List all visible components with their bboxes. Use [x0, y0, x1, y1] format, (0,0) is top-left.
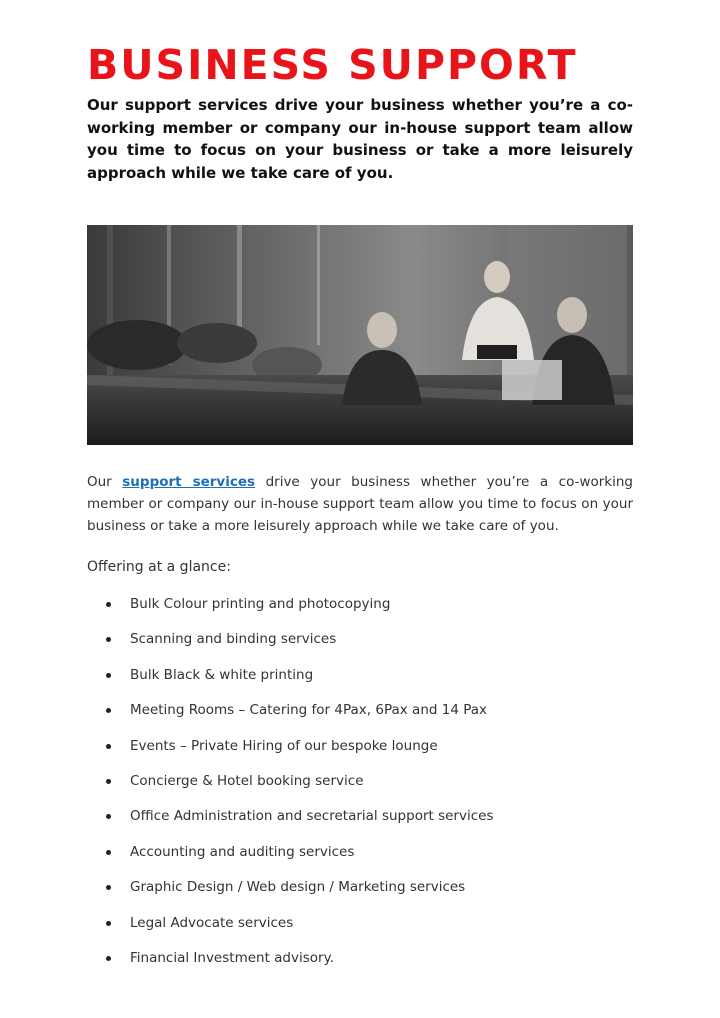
- bullet-icon: [106, 956, 111, 961]
- list-item-label: Bulk Colour printing and photocopying: [130, 596, 391, 612]
- intro-text-start: Our: [87, 474, 123, 490]
- list-item: [87, 770, 633, 805]
- intro-text-end: drive your business whether you’re a co-working member or company our in-house support team allow you time to focus on your business or take a more leisurely approach while we take care of you.: [87, 474, 633, 534]
- bullet-icon: [106, 673, 111, 678]
- list-item: [87, 699, 633, 734]
- business-meeting-photo: [87, 225, 633, 445]
- list-item-label: Concierge & Hotel booking service: [130, 772, 364, 789]
- list-item: [87, 628, 633, 663]
- bullet-icon: [106, 637, 111, 642]
- list-item-label: Graphic Design / Web design / Marketing services: [130, 879, 466, 896]
- list-item-label: Events – Private Hiring of our bespoke lounge: [130, 737, 438, 754]
- bullet-icon: [106, 814, 111, 819]
- lead-paragraph: Our support services drive your business whether you’re a co-working member or company our in-house support team allow you time to focus on your business or take a more leisurely approach while we take care of you.: [87, 96, 633, 182]
- bullet-icon: [106, 708, 111, 713]
- offerings-list: [87, 593, 633, 982]
- list-item-label: Accounting and auditing services: [130, 843, 355, 860]
- list-item-label: Office Administration and secretarial support services: [130, 808, 494, 825]
- list-item: [87, 805, 633, 840]
- list-item-label: Bulk Black & white printing: [130, 666, 314, 683]
- document-page: [87, 40, 633, 966]
- list-item-label: Meeting Rooms – Catering for 4Pax, 6Pax and 14 Pax: [130, 702, 487, 719]
- list-item-label: Legal Advocate services: [130, 914, 294, 931]
- offerings-heading: Offering at a glance:: [87, 559, 231, 575]
- bullet-icon: [106, 779, 111, 784]
- bullet-icon: [106, 602, 111, 607]
- list-item: [87, 735, 633, 770]
- list-item: [87, 593, 633, 628]
- list-item-label: Scanning and binding services: [130, 631, 337, 648]
- list-item: [87, 664, 633, 699]
- intro-paragraph: [87, 471, 633, 537]
- support-services-link[interactable]: support services: [122, 474, 256, 490]
- list-item: [87, 912, 633, 947]
- bullet-icon: [106, 921, 111, 926]
- list-item-label: Financial Investment advisory.: [130, 949, 334, 966]
- bullet-icon: [106, 850, 111, 855]
- list-item: [87, 841, 633, 876]
- list-item: [87, 947, 633, 982]
- list-item: [87, 876, 633, 911]
- page-title: BUSINESS SUPPORT: [87, 41, 578, 89]
- bullet-icon: [106, 744, 111, 749]
- bullet-icon: [106, 885, 111, 890]
